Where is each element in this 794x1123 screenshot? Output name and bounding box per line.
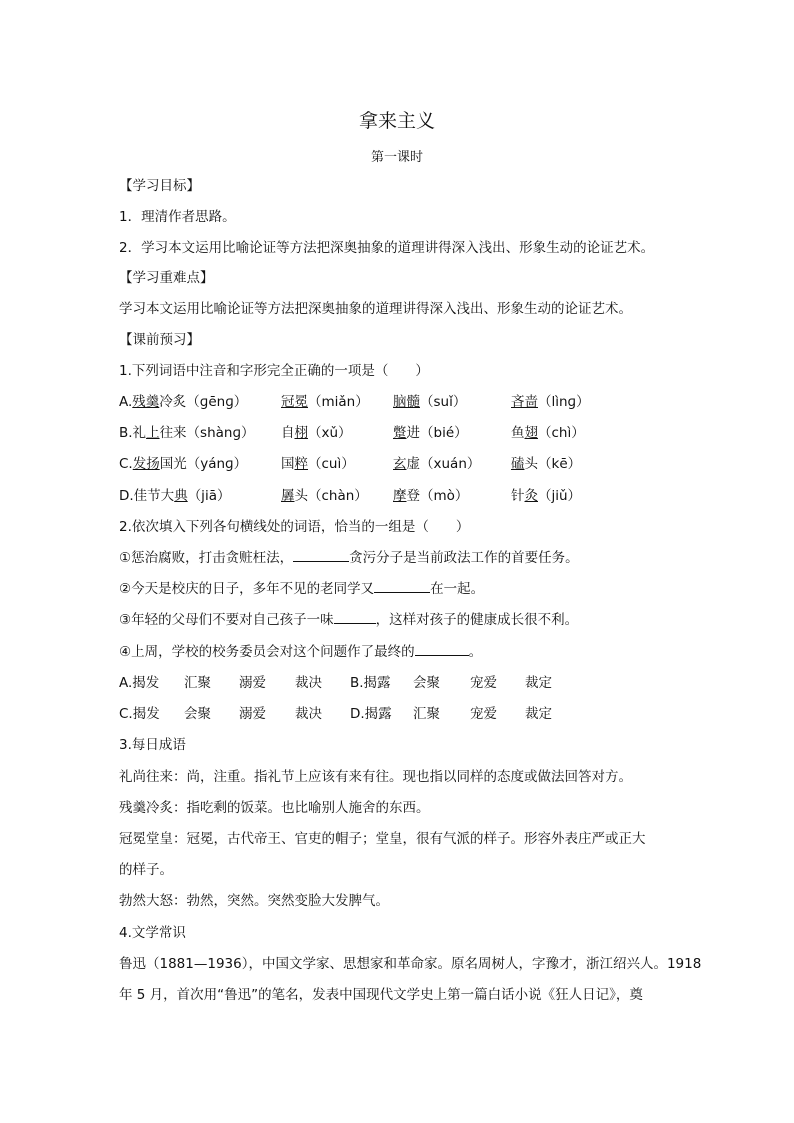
q1-option-a-word1: A.残羹冷炙（ɡēnɡ） (119, 394, 248, 410)
idiom-3-line-2: 的样子。 (119, 862, 173, 878)
q2-option-d-4: 裁定 (525, 706, 552, 722)
q1-option-b-word1: B.礼上往来（shànɡ） (119, 425, 255, 441)
q2-option-a-3: 溺爱 (239, 675, 266, 691)
q1-option-a-word4: 吝啬（lìnɡ） (511, 394, 590, 410)
q2-sentence-1: ①惩治腐败，打击贪赃枉法， 贪污分子是当前政法工作的首要任务。 (119, 550, 579, 566)
idiom-3-line-1: 冠冕堂皇：冠冕，古代帝王、官吏的帽子；堂皇，很有气派的样子。形容外表庄严或正大 (119, 831, 646, 847)
idiom-1: 礼尚往来：尚，注重。指礼节上应该有来有往。现也指以同样的态度或做法回答对方。 (119, 769, 632, 785)
q1-option-c-word4: 磕头（kē） (511, 456, 582, 472)
q2-option-c-1: C.揭发 (119, 706, 160, 722)
q1-option-c-word3: 玄虚（xuán） (393, 456, 481, 472)
q1-option-c-word1: C.发扬国光（yánɡ） (119, 456, 248, 472)
blank-line (293, 548, 349, 562)
key-text: 学习本文运用比喻论证等方法把深奥抽象的道理讲得深入浅出、形象生动的论证艺术。 (119, 301, 632, 317)
q2-option-d-1: D.揭露 (350, 706, 392, 722)
page-subtitle: 第一课时 (370, 150, 423, 165)
q2-sentence-2: ②今天是校庆的日子，多年不见的老同学又 在一起。 (119, 581, 485, 597)
q2-option-d-2: 汇聚 (413, 706, 440, 722)
q2-sentence-4: ④上周，学校的校务委员会对这个问题作了最终的 。 (119, 644, 483, 660)
q2-option-b-2: 会聚 (413, 675, 440, 691)
goal-item-1: 1．理清作者思路。 (119, 209, 236, 225)
q1-option-a-word3: 脑髓（suǐ） (393, 394, 467, 410)
blank-line (334, 610, 376, 624)
q2-option-c-2: 会聚 (184, 706, 211, 722)
key-heading: 【学习重难点】 (119, 270, 214, 286)
q2-option-b-1: B.揭露 (350, 675, 391, 691)
q1-option-d-word1: D.佳节大典（jiā） (119, 488, 231, 504)
lit-heading: 4.文学常识 (119, 925, 186, 941)
q1-option-d-word4: 针灸（jiǔ） (511, 488, 582, 504)
q2-option-d-3: 宠爱 (470, 706, 497, 722)
q2-option-a-2: 汇聚 (184, 675, 211, 691)
preview-heading: 【课前预习】 (119, 332, 200, 348)
q2-stem: 2.依次填入下列各句横线处的词语，恰当的一组是（ ） (119, 519, 470, 535)
q1-option-c-word2: 国粹（cuì） (281, 456, 355, 472)
q2-option-b-4: 裁定 (525, 675, 552, 691)
q1-stem: 1.下列词语中注音和字形完全正确的一项是（ ） (119, 363, 429, 379)
q2-option-c-4: 裁决 (295, 706, 322, 722)
blank-line (374, 579, 430, 593)
goals-heading: 【学习目标】 (119, 178, 200, 194)
lit-paragraph-line-1: 鲁迅（1881—1936），中国文学家、思想家和革命家。原名周树人，字豫才，浙江绍兴人。1918 (119, 956, 702, 972)
idiom-4: 勃然大怒：勃然，突然。突然变脸大发脾气。 (119, 893, 389, 909)
q1-option-b-word2: 自栩（xǔ） (281, 425, 352, 441)
idiom-2: 残羹冷炙：指吃剩的饭菜。也比喻别人施舍的东西。 (119, 800, 430, 816)
q1-option-b-word3: 蹩进（bié） (393, 425, 468, 441)
q2-option-c-3: 溺爱 (239, 706, 266, 722)
blank-line (415, 642, 469, 656)
q1-option-a-word2: 冠冕（miǎn） (281, 394, 369, 410)
q2-sentence-3: ③年轻的父母们不要对自己孩子一味 ，这样对孩子的健康成长很不利。 (119, 612, 579, 628)
q1-option-d-word2: 羼头（chàn） (281, 488, 368, 504)
q2-option-b-3: 宠爱 (470, 675, 497, 691)
q2-option-a-1: A.揭发 (119, 675, 160, 691)
q1-option-b-word4: 鱼翅（chì） (511, 425, 585, 441)
lit-paragraph-line-2: 年 5 月，首次用“鲁迅”的笔名，发表中国现代文学史上第一篇白话小说《狂人日记》，奠 (119, 987, 643, 1003)
q1-option-d-word3: 摩登（mò） (393, 488, 469, 504)
goal-item-2: 2．学习本文运用比喻论证等方法把深奥抽象的道理讲得深入浅出、形象生动的论证艺术。 (119, 240, 655, 256)
q2-option-a-4: 裁决 (295, 675, 322, 691)
page-title: 拿来主义 (358, 110, 435, 132)
idioms-heading: 3.每日成语 (119, 737, 186, 753)
